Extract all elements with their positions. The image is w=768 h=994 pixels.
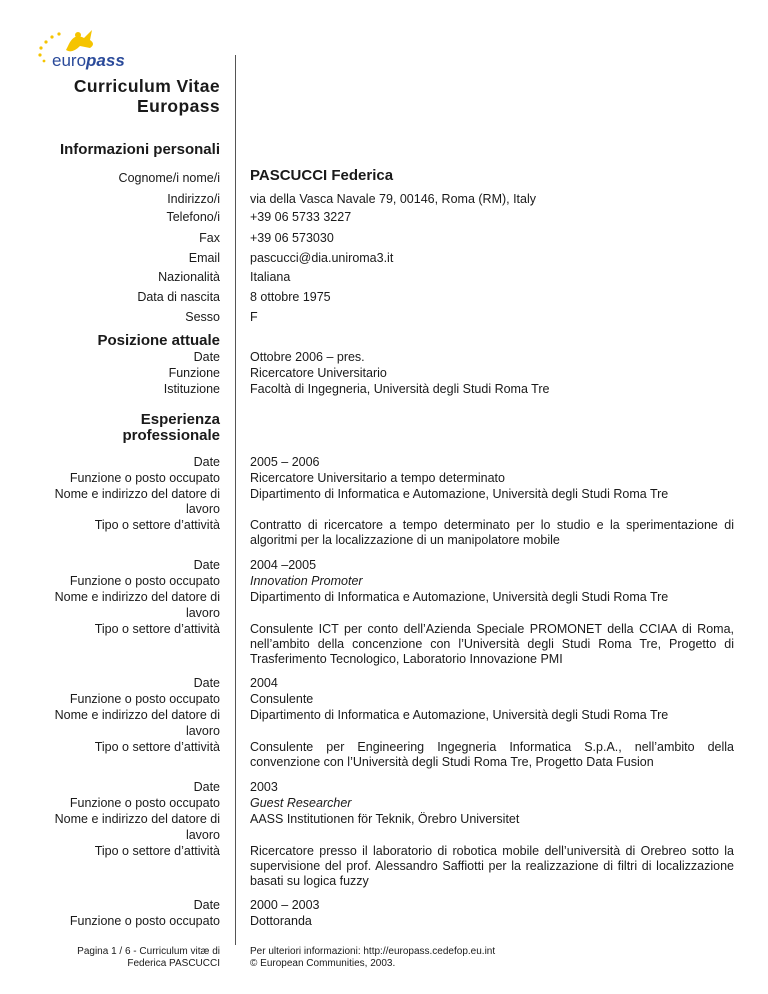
value-exp1-date: 2005 – 2006 bbox=[250, 455, 320, 469]
label-exp3-role: Funzione o posto occupato bbox=[69, 692, 220, 706]
value-sex: F bbox=[250, 310, 258, 324]
value-name: PASCUCCI Federica bbox=[250, 167, 394, 184]
label-exp1-sector: Tipo o settore d’attività bbox=[94, 518, 220, 532]
value-exp4-employer: AASS Institutionen för Teknik, Örebro Universitet bbox=[250, 812, 520, 826]
footer-page-info: Pagina 1 / 6 - Curriculum vitæ di bbox=[77, 946, 220, 957]
value-exp2-employer: Dipartimento di Informatica e Automazione, Università degli Studi Roma Tre bbox=[250, 590, 669, 604]
label-exp5-date: Date bbox=[193, 898, 220, 912]
value-exp5-role: Dottoranda bbox=[250, 914, 312, 928]
value-exp1-employer: Dipartimento di Informatica e Automazione, Università degli Studi Roma Tre bbox=[250, 487, 669, 501]
label-exp3-employer-2: lavoro bbox=[185, 724, 220, 738]
footer-info-link[interactable]: Per ulteriori informazioni: http://europass.cedefop.eu.int bbox=[250, 946, 496, 957]
label-phone: Telefono/i bbox=[166, 210, 220, 224]
label-exp3-employer: Nome e indirizzo del datore di bbox=[54, 708, 220, 722]
value-position-institution: Facoltà di Ingegneria, Università degli Studi Roma Tre bbox=[250, 382, 550, 396]
section-heading-personal: Informazioni personali bbox=[59, 141, 220, 158]
label-exp1-date: Date bbox=[193, 455, 220, 469]
value-email: pascucci@dia.uniroma3.it bbox=[250, 251, 394, 265]
cv-title-line2: Europass bbox=[137, 96, 220, 116]
label-exp4-employer: Nome e indirizzo del datore di bbox=[54, 812, 220, 826]
value-exp1-role: Ricercatore Universitario a tempo determinato bbox=[250, 471, 505, 485]
section-heading-experience-2: professionale bbox=[122, 427, 220, 444]
value-nationality: Italiana bbox=[250, 270, 291, 284]
value-phone: +39 06 5733 3227 bbox=[250, 210, 352, 224]
label-position-role: Funzione bbox=[168, 366, 220, 380]
value-exp2-role: Innovation Promoter bbox=[250, 574, 363, 588]
value-exp5-date: 2000 – 2003 bbox=[250, 898, 320, 912]
footer-name: Federica PASCUCCI bbox=[127, 958, 220, 969]
label-exp1-employer-2: lavoro bbox=[185, 502, 220, 516]
label-exp3-date: Date bbox=[193, 676, 220, 690]
label-exp2-employer-2: lavoro bbox=[185, 606, 220, 620]
value-exp4-role: Guest Researcher bbox=[250, 796, 352, 810]
value-birthdate: 8 ottobre 1975 bbox=[250, 290, 331, 304]
logo-word-pass: pass bbox=[86, 51, 125, 70]
logo-word-euro: euro bbox=[52, 51, 87, 70]
value-exp4-date: 2003 bbox=[250, 780, 278, 794]
cv-title-line1: Curriculum Vitae bbox=[73, 76, 220, 96]
value-position-role: Ricercatore Universitario bbox=[250, 366, 387, 380]
label-name: Cognome/i nome/i bbox=[118, 171, 220, 185]
value-exp3-date: 2004 bbox=[250, 676, 278, 690]
europass-logo bbox=[32, 26, 142, 74]
label-position-date: Date bbox=[193, 350, 220, 364]
label-exp3-sector: Tipo o settore d’attività bbox=[94, 740, 220, 754]
section-heading-position: Posizione attuale bbox=[97, 332, 220, 349]
label-exp2-date: Date bbox=[193, 558, 220, 572]
label-sex: Sesso bbox=[185, 310, 220, 324]
value-address: via della Vasca Navale 79, 00146, Roma (RM), Italy bbox=[250, 192, 537, 206]
label-fax: Fax bbox=[199, 231, 220, 245]
label-exp2-sector: Tipo o settore d’attività bbox=[94, 622, 220, 636]
value-exp2-date: 2004 –2005 bbox=[250, 558, 317, 572]
label-exp4-date: Date bbox=[193, 780, 220, 794]
label-address: Indirizzo/i bbox=[167, 192, 220, 206]
footer-right bbox=[250, 946, 495, 970]
label-birthdate: Data di nascita bbox=[137, 290, 220, 304]
label-exp5-role: Funzione o posto occupato bbox=[69, 914, 220, 928]
label-exp2-role: Funzione o posto occupato bbox=[69, 574, 220, 588]
value-exp3-role: Consulente bbox=[250, 692, 314, 706]
footer-left bbox=[77, 946, 220, 970]
label-exp2-employer: Nome e indirizzo del datore di bbox=[54, 590, 220, 604]
vertical-divider bbox=[235, 55, 236, 945]
label-email: Email bbox=[188, 251, 220, 265]
value-exp3-sector: Consulente per Engineering Ingegneria Informatica S.p.A., nell’ambito della convenzione con l’Università degli Studi Roma Tre, Progetto Data Fusion bbox=[250, 740, 734, 769]
value-position-date: Ottobre 2006 – pres. bbox=[250, 350, 365, 364]
label-exp1-employer: Nome e indirizzo del datore di bbox=[54, 487, 220, 501]
label-nationality: Nazionalità bbox=[158, 270, 220, 284]
value-exp3-employer: Dipartimento di Informatica e Automazione, Università degli Studi Roma Tre bbox=[250, 708, 669, 722]
value-fax: +39 06 573030 bbox=[250, 231, 334, 245]
footer-copyright: © European Communities, 2003. bbox=[250, 958, 396, 969]
label-position-institution: Istituzione bbox=[163, 382, 220, 396]
value-exp4-sector: Ricercatore presso il laboratorio di robotica mobile dell’università di Orebreo sotto la supervisione del prof. Alessandro Saffiotti per la realizzazione di filtri di localizzazione basati su logica fuzzy bbox=[250, 844, 734, 888]
value-exp1-sector: Contratto di ricercatore a tempo determinato per lo studio e la sperimentazione di algoritmi per la localizzazione di un manipolatore mobile bbox=[250, 518, 734, 547]
label-exp1-role: Funzione o posto occupato bbox=[69, 471, 220, 485]
label-exp4-sector: Tipo o settore d’attività bbox=[94, 844, 220, 858]
section-heading-experience-1: Esperienza bbox=[140, 411, 220, 428]
label-exp4-employer-2: lavoro bbox=[185, 828, 220, 842]
value-exp2-sector: Consulente ICT per conto dell’Azienda Speciale PROMONET della CCIAA di Roma, nell’ambito della concenzione con l’Università degli Studi Roma Tre, Progetto di Trasferimento Tecnologico, Laboratorio Innovazione PMI bbox=[250, 622, 734, 666]
label-exp4-role: Funzione o posto occupato bbox=[69, 796, 220, 810]
